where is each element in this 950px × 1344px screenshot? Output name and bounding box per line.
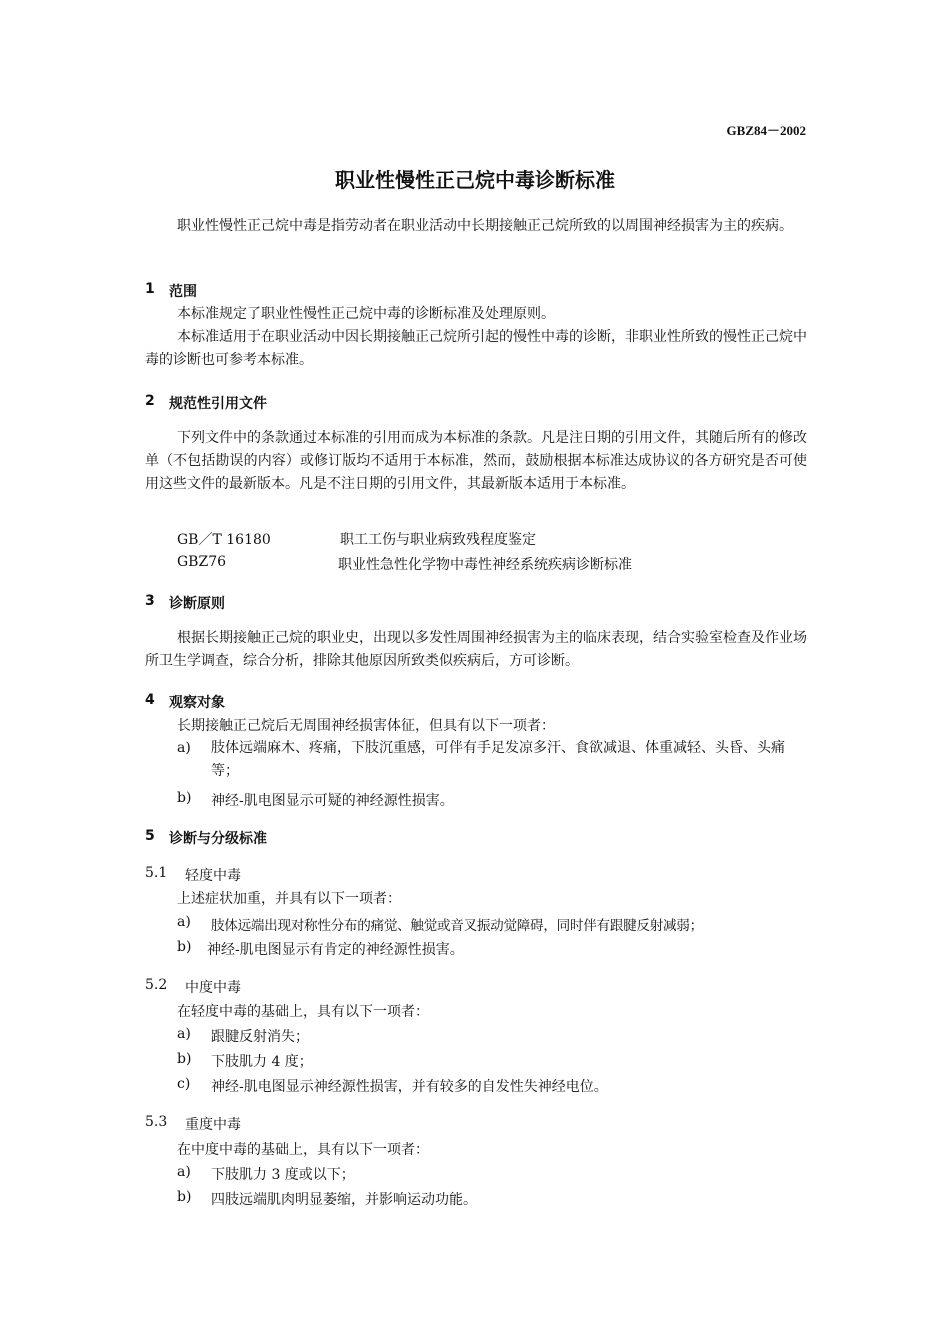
section-2-heading: 规范性引用文件 xyxy=(169,396,267,412)
document-title: 职业性慢性正己烷中毒诊断标准 xyxy=(335,168,615,192)
list-item-text: 肢体远端出现对称性分布的痛觉、触觉或音叉振动觉障碍，同时伴有跟腱反射减弱； xyxy=(211,918,703,934)
list-item-label: b) xyxy=(177,939,192,955)
section-4-heading: 观察对象 xyxy=(169,695,225,711)
list-item-label: b) xyxy=(177,790,192,806)
section-1-heading: 范围 xyxy=(169,284,197,300)
section-1-paragraph-2: 本标准适用于在职业活动中因长期接触正己烷所引起的慢性中毒的诊断，非职业性所致的慢性正己烷中毒的诊断也可参考本标准。 xyxy=(145,329,807,368)
subsection-5-3-heading: 重度中毒 xyxy=(185,1117,241,1133)
list-item-text: 跟腱反射消失； xyxy=(211,1029,309,1045)
list-item-text: 下肢肌力 4 度； xyxy=(211,1054,313,1070)
section-3-number: 3 xyxy=(145,593,155,609)
list-item-label: a) xyxy=(177,914,191,930)
reference-code: GB／T 16180 xyxy=(177,532,271,548)
list-item-text: 神经-肌电图显示可疑的神经源性损害。 xyxy=(211,793,454,809)
document-code: GBZ84－2002 xyxy=(726,123,806,138)
list-item-label: b) xyxy=(177,1051,192,1067)
section-1-paragraph-1: 本标准规定了职业性慢性正己烷中毒的诊断标准及处理原则。 xyxy=(177,306,555,322)
section-3-paragraph-1: 根据长期接触正己烷的职业史，出现以多发性周围神经损害为主的临床表现，结合实验室检查及作业场所卫生学调查，综合分析，排除其他原因所致类似疾病后，方可诊断。 xyxy=(145,630,807,669)
subsection-5-1-lead: 上述症状加重，并具有以下一项者： xyxy=(177,891,401,907)
section-3-heading: 诊断原则 xyxy=(169,596,225,612)
list-item-label: c) xyxy=(177,1076,191,1092)
list-item-text: 下肢肌力 3 度或以下； xyxy=(211,1167,355,1183)
reference-code: GBZ76 xyxy=(177,554,227,570)
section-4-lead: 长期接触正己烷后无周围神经损害体征，但具有以下一项者： xyxy=(177,718,555,734)
section-1-number: 1 xyxy=(145,281,155,297)
list-item-text: 神经-肌电图显示有肯定的神经源性损害。 xyxy=(207,942,464,958)
section-2-number: 2 xyxy=(145,393,155,409)
list-item-text: 神经-肌电图显示神经源性损害，并有较多的自发性失神经电位。 xyxy=(211,1079,608,1095)
intro-paragraph: 职业性慢性正己烷中毒是指劳动者在职业活动中长期接触正己烷所致的以周围神经损害为主的疾病。 xyxy=(177,218,793,234)
section-5-number: 5 xyxy=(145,828,155,844)
subsection-5-2-lead: 在轻度中毒的基础上，具有以下一项者： xyxy=(177,1004,429,1020)
subsection-5-3-number: 5.3 xyxy=(145,1114,168,1130)
list-item-text: 四肢远端肌肉明显萎缩，并影响运动功能。 xyxy=(211,1192,477,1208)
subsection-5-1-number: 5.1 xyxy=(145,865,168,881)
list-item-label: b) xyxy=(177,1189,192,1205)
section-5-heading: 诊断与分级标准 xyxy=(169,831,267,847)
reference-title: 职业性急性化学物中毒性神经系统疾病诊断标准 xyxy=(338,557,632,573)
list-item-label: a) xyxy=(177,1164,191,1180)
subsection-5-2-number: 5.2 xyxy=(145,977,168,993)
section-4-number: 4 xyxy=(145,692,155,708)
subsection-5-1-heading: 轻度中毒 xyxy=(185,868,241,884)
subsection-5-3-lead: 在中度中毒的基础上，具有以下一项者： xyxy=(177,1142,429,1158)
list-item-text: 肢体远端麻木、疼痛，下肢沉重感，可伴有手足发凉多汗、食欲减退、体重减轻、头昏、头痛等； xyxy=(211,740,785,779)
list-item-label: a) xyxy=(177,740,191,756)
reference-title: 职工工伤与职业病致残程度鉴定 xyxy=(340,532,536,548)
section-2-paragraph-1: 下列文件中的条款通过本标准的引用而成为本标准的条款。凡是注日期的引用文件，其随后所有的修改单（不包括勘误的内容）或修订版均不适用于本标准，然而，鼓励根据本标准达成协议的各方研究是否可使用这些文件的最新版本。凡是不注日期的引用文件，其最新版本适用于本标准。 xyxy=(145,430,807,492)
list-item-label: a) xyxy=(177,1026,191,1042)
subsection-5-2-heading: 中度中毒 xyxy=(185,980,241,996)
